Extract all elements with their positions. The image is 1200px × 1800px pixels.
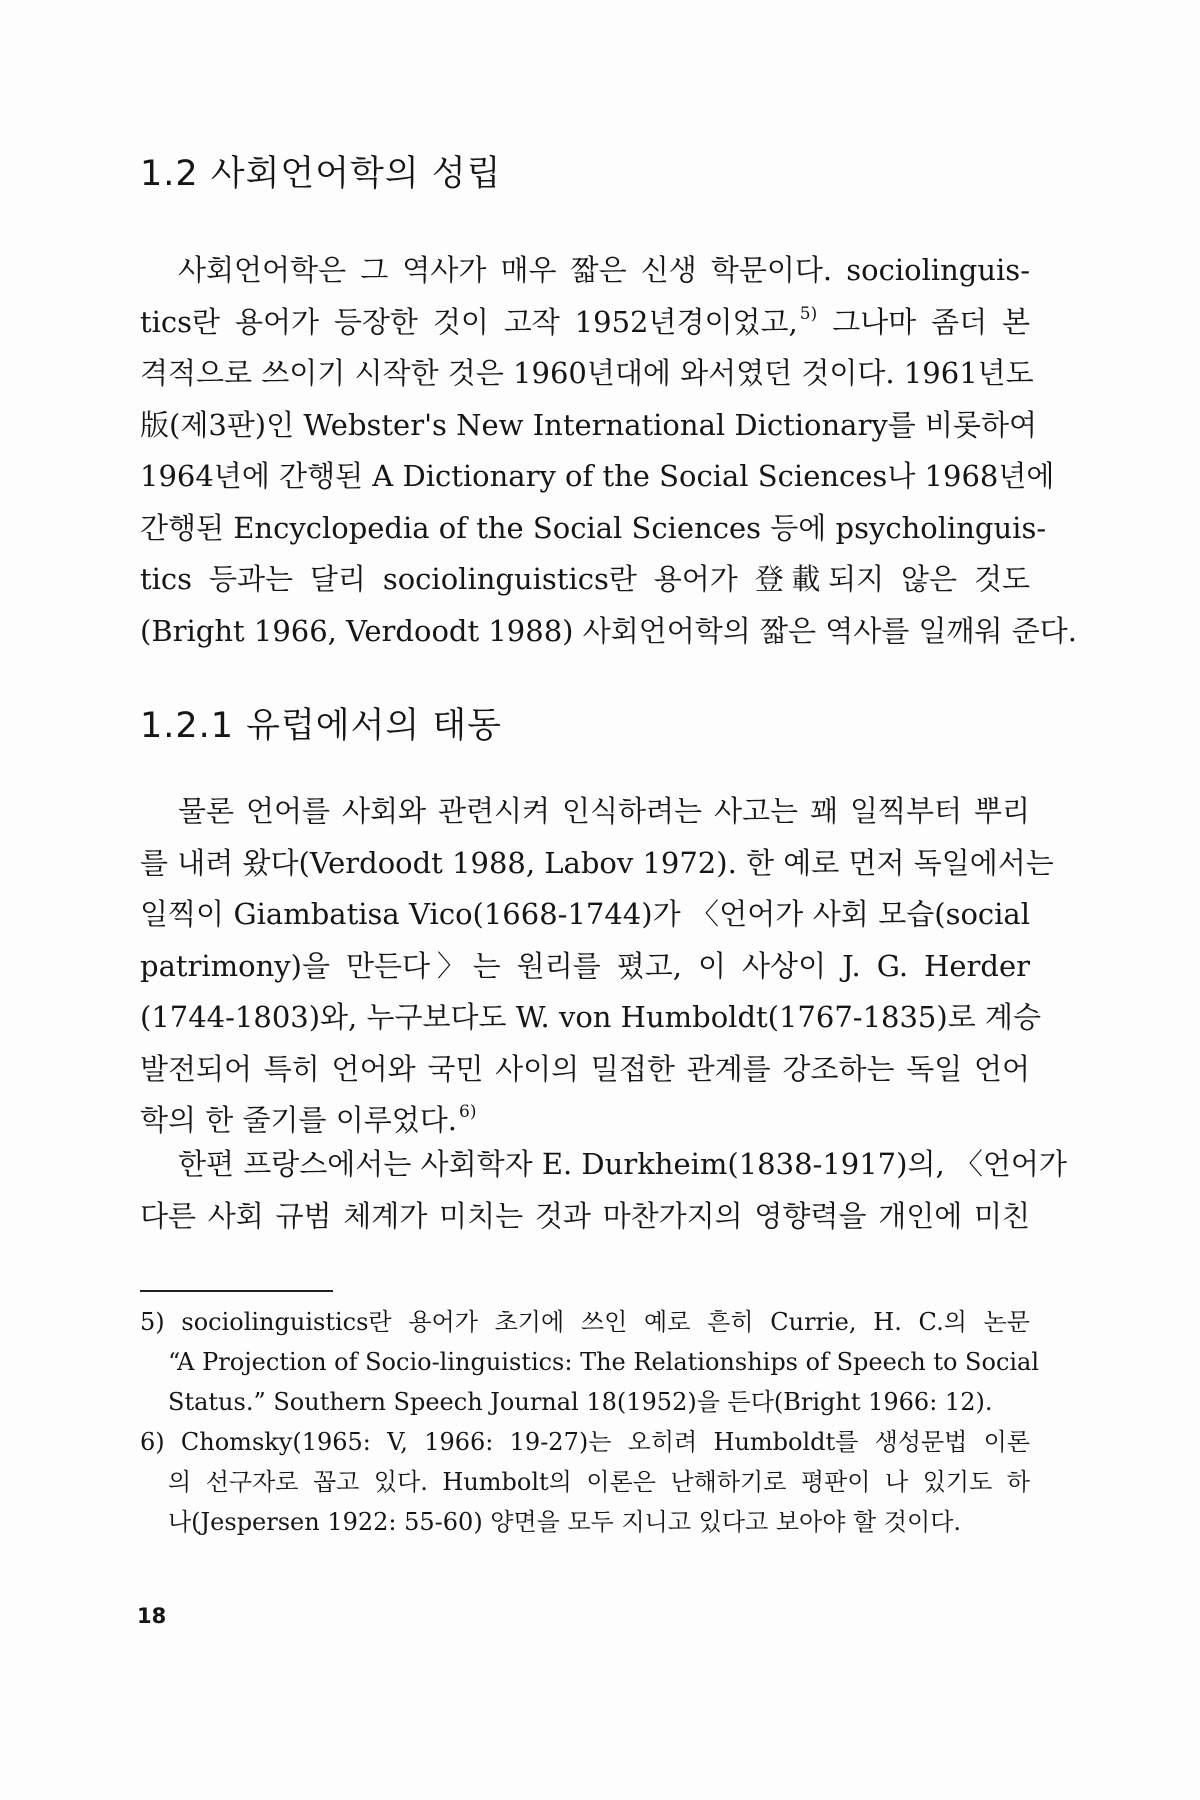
paragraph-europe: [140, 786, 1054, 1147]
footnotes: [140, 1302, 1040, 1542]
text-line: 물론 언어를 사회와 관련시켜 인식하려는 사고는 꽤 일찍부터 뿌리: [178, 794, 1030, 828]
text-line: 발전되어 특히 언어와 국민 사이의 밀접한 관계를 강조하는 독일 언어: [140, 1051, 1030, 1086]
text-line: 다른 사회 규범 체계가 미치는 것과 마찬가지의 영향력을 개인에 미친: [140, 1198, 1030, 1233]
footnote-ref-5[interactable]: 5): [799, 303, 818, 324]
text-segment: 그나마 좀더 본: [817, 304, 1031, 339]
footnote-line: 의 선구자로 꼽고 있다. Humbolt의 이론은 난해하기로 평판이 나 있기도 하: [168, 1468, 1030, 1496]
text-line: patrimony)을 만든다〉는 원리를 폈고, 이 사상이 J. G. Herder: [140, 948, 1030, 983]
text-line: 를 내려 왔다(Verdoodt 1988, Labov 1972). 한 예로 먼저 독일에서는: [140, 845, 1054, 880]
paragraph-france: [140, 1139, 1067, 1242]
section-heading: 1.2 사회언어학의 성립: [140, 154, 502, 194]
text-line: 사회언어학은 그 역사가 매우 짧은 신생 학문이다. sociolinguis-: [178, 253, 1030, 287]
footnote-ref-6[interactable]: 6): [459, 1102, 477, 1122]
footnote-line: 6) Chomsky(1965: V, 1966: 19-27)는 오히려 Humboldt를 생성문법 이론: [140, 1428, 1030, 1456]
paragraph-intro: [140, 245, 1077, 657]
text-line: (Bright 1966, Verdoodt 1988) 사회언어학의 짧은 역사를 일깨워 준다.: [140, 613, 1077, 648]
text-segment: tics란 용어가 등장한 것이 고작 1952년경이었고,: [140, 304, 798, 339]
text-line: 일찍이 Giambatisa Vico(1668-1744)가 〈언어가 사회 모습(social: [140, 897, 1030, 931]
text-line: 격적으로 쓰이기 시작한 것은 1960년대에 와서였던 것이다. 1961년도: [140, 356, 1034, 390]
subsection-heading: 1.2.1 유럽에서의 태동: [140, 706, 502, 746]
text-segment: 학의 한 줄기를 이루었다.: [140, 1103, 458, 1137]
footnote-line: “A Projection of Socio-linguistics: The Relationships of Speech to Social: [168, 1348, 1040, 1376]
footnote-line: Status.” Southern Speech Journal 18(1952)을 든다(Bright 1966: 12).: [168, 1388, 993, 1416]
text-line: 한편 프랑스에서는 사회학자 E. Durkheim(1838-1917)의, 〈언어가: [178, 1147, 1067, 1181]
text-line: (1744-1803)와, 누구보다도 W. von Humboldt(1767-1835)로 계승: [140, 1000, 1041, 1034]
footnote-6: [140, 1422, 1030, 1542]
footnote-divider: [140, 1290, 333, 1292]
text-line: 간행된 Encyclopedia of the Social Sciences 등에 psycholinguis-: [140, 510, 1047, 545]
footnote-line: 나(Jespersen 1922: 55-60) 양면을 모두 지니고 있다고 보아야 할 것이다.: [168, 1508, 962, 1536]
text-line: 版(제3판)인 Webster's New International Dictionary를 비롯하여: [140, 407, 1038, 442]
text-line: [140, 297, 1030, 349]
text-line: 1964년에 간행된 A Dictionary of the Social Sciences나 1968년에: [140, 459, 1055, 493]
footnote-5: [140, 1302, 1040, 1422]
text-line: tics 등과는 달리 sociolinguistics란 용어가 登載되지 않은 것도: [140, 562, 1030, 596]
footnote-line: 5) sociolinguistics란 용어가 초기에 쓰인 예로 흔히 Currie, H. C.의 논문: [140, 1308, 1030, 1336]
page-number: 18: [137, 1604, 167, 1628]
